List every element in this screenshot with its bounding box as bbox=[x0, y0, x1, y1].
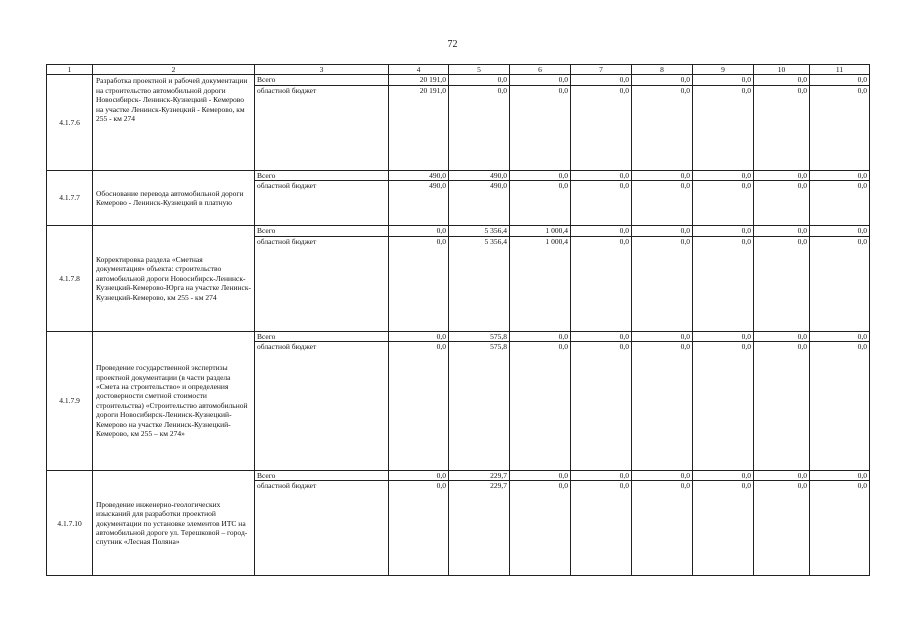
amount-cell: 0,0 bbox=[754, 331, 810, 341]
amount-cell: 0,0 bbox=[754, 75, 810, 85]
amount-cell: 0,0 bbox=[632, 75, 693, 85]
amount-cell: 5 356,4 bbox=[449, 226, 510, 236]
header-cell: 2 bbox=[93, 65, 255, 75]
amount-cell: 0,0 bbox=[571, 481, 632, 576]
amount-cell: 0,0 bbox=[693, 331, 754, 341]
amount-cell: 0,0 bbox=[810, 181, 870, 226]
amount-cell: 0,0 bbox=[693, 236, 754, 331]
amount-cell: 0,0 bbox=[389, 481, 449, 576]
table-row bbox=[47, 226, 870, 236]
amount-cell: 0,0 bbox=[571, 181, 632, 226]
amount-cell: 1 000,4 bbox=[510, 226, 571, 236]
amount-cell: 0,0 bbox=[449, 75, 510, 85]
item-name: Разработка проектной и рабочей документации на строительство автомобильной дороги Новосибирск- Ленинск-Кузнецкий - Кемерово на участке Ленинск-Кузнецкий - Кемерово, км 255 - км 274 bbox=[93, 75, 255, 170]
table-row bbox=[47, 331, 870, 341]
amount-cell: 0,0 bbox=[389, 342, 449, 471]
amount-cell: 0,0 bbox=[389, 236, 449, 331]
amount-cell: 0,0 bbox=[693, 85, 754, 170]
amount-cell: 0,0 bbox=[693, 226, 754, 236]
funding-source: Всего bbox=[255, 170, 389, 180]
header-cell: 4 bbox=[389, 65, 449, 75]
amount-cell: 0,0 bbox=[510, 481, 571, 576]
amount-cell: 0,0 bbox=[754, 170, 810, 180]
amount-cell: 0,0 bbox=[810, 236, 870, 331]
funding-source: Всего bbox=[255, 226, 389, 236]
amount-cell: 575,8 bbox=[449, 331, 510, 341]
amount-cell: 0,0 bbox=[693, 181, 754, 226]
amount-cell: 0,0 bbox=[810, 75, 870, 85]
amount-cell: 0,0 bbox=[510, 170, 571, 180]
amount-cell: 0,0 bbox=[810, 226, 870, 236]
amount-cell: 0,0 bbox=[632, 342, 693, 471]
amount-cell: 0,0 bbox=[810, 85, 870, 170]
amount-cell: 0,0 bbox=[693, 75, 754, 85]
amount-cell: 0,0 bbox=[693, 471, 754, 481]
amount-cell: 0,0 bbox=[810, 331, 870, 341]
amount-cell: 0,0 bbox=[754, 471, 810, 481]
funding-source: Всего bbox=[255, 75, 389, 85]
amount-cell: 0,0 bbox=[571, 471, 632, 481]
budget-table bbox=[46, 64, 870, 576]
amount-cell: 0,0 bbox=[632, 226, 693, 236]
item-name: Корректировка раздела «Сметная документация» объекта: строительство автомобильной дороги Новосибирск-Ленинск-Кузнецкий-Кемерово-Юрга на участке Ленинск-Кузнецкий-Кемерово, км 255 - км 274 bbox=[93, 226, 255, 331]
amount-cell: 0,0 bbox=[754, 181, 810, 226]
amount-cell: 0,0 bbox=[754, 226, 810, 236]
header-cell: 11 bbox=[810, 65, 870, 75]
amount-cell: 0,0 bbox=[810, 170, 870, 180]
item-code: 4.1.7.8 bbox=[47, 226, 93, 331]
amount-cell: 0,0 bbox=[632, 331, 693, 341]
amount-cell: 0,0 bbox=[754, 236, 810, 331]
amount-cell: 0,0 bbox=[632, 236, 693, 331]
item-name: Проведение государственной экспертизы проектной документации (в части раздела «Смета на строительство» и определения достоверности сметной стоимости строительства) «Строительство автомобильной дороги Новосибирск-Ленинск-Кузнецкий-Кемерово на участке Ленинск-Кузнецкий-Кемерово, км 255 – км 274» bbox=[93, 331, 255, 470]
amount-cell: 0,0 bbox=[510, 342, 571, 471]
amount-cell: 229,7 bbox=[449, 471, 510, 481]
header-cell: 5 bbox=[449, 65, 510, 75]
item-code: 4.1.7.10 bbox=[47, 471, 93, 576]
amount-cell: 0,0 bbox=[571, 75, 632, 85]
amount-cell: 0,0 bbox=[632, 85, 693, 170]
amount-cell: 0,0 bbox=[571, 226, 632, 236]
amount-cell: 0,0 bbox=[632, 481, 693, 576]
amount-cell: 0,0 bbox=[693, 342, 754, 471]
header-cell: 10 bbox=[754, 65, 810, 75]
amount-cell: 575,8 bbox=[449, 342, 510, 471]
amount-cell: 0,0 bbox=[754, 85, 810, 170]
funding-source: Всего bbox=[255, 331, 389, 341]
amount-cell: 0,0 bbox=[389, 226, 449, 236]
amount-cell: 0,0 bbox=[632, 170, 693, 180]
amount-cell: 0,0 bbox=[510, 331, 571, 341]
funding-source: областной бюджет bbox=[255, 481, 389, 576]
amount-cell: 1 000,4 bbox=[510, 236, 571, 331]
amount-cell: 490,0 bbox=[449, 181, 510, 226]
funding-source: областной бюджет bbox=[255, 85, 389, 170]
amount-cell: 0,0 bbox=[510, 181, 571, 226]
header-cell: 9 bbox=[693, 65, 754, 75]
header-cell: 7 bbox=[571, 65, 632, 75]
amount-cell: 0,0 bbox=[389, 331, 449, 341]
amount-cell: 0,0 bbox=[632, 471, 693, 481]
amount-cell: 0,0 bbox=[754, 481, 810, 576]
page-number: 72 bbox=[447, 39, 458, 50]
funding-source: областной бюджет bbox=[255, 236, 389, 331]
amount-cell: 0,0 bbox=[571, 85, 632, 170]
header-cell: 8 bbox=[632, 65, 693, 75]
amount-cell: 229,7 bbox=[449, 481, 510, 576]
amount-cell: 5 356,4 bbox=[449, 236, 510, 331]
table-row bbox=[47, 75, 870, 85]
amount-cell: 0,0 bbox=[571, 170, 632, 180]
amount-cell: 0,0 bbox=[449, 85, 510, 170]
amount-cell: 0,0 bbox=[510, 75, 571, 85]
amount-cell: 0,0 bbox=[571, 342, 632, 471]
amount-cell: 490,0 bbox=[389, 170, 449, 180]
amount-cell: 490,0 bbox=[449, 170, 510, 180]
amount-cell: 0,0 bbox=[810, 342, 870, 471]
table-row bbox=[47, 471, 870, 481]
amount-cell: 0,0 bbox=[810, 481, 870, 576]
header-row bbox=[47, 65, 870, 75]
funding-source: Всего bbox=[255, 471, 389, 481]
amount-cell: 20 191,0 bbox=[389, 75, 449, 85]
item-code: 4.1.7.7 bbox=[47, 170, 93, 225]
header-cell: 6 bbox=[510, 65, 571, 75]
header-cell: 1 bbox=[47, 65, 93, 75]
amount-cell: 0,0 bbox=[632, 181, 693, 226]
amount-cell: 490,0 bbox=[389, 181, 449, 226]
item-code: 4.1.7.6 bbox=[47, 75, 93, 170]
amount-cell: 0,0 bbox=[389, 471, 449, 481]
amount-cell: 0,0 bbox=[571, 236, 632, 331]
amount-cell: 20 191,0 bbox=[389, 85, 449, 170]
item-name: Обоснование перевода автомобильной дороги Кемерово - Ленинск-Кузнецкий в платную bbox=[93, 170, 255, 225]
amount-cell: 0,0 bbox=[693, 481, 754, 576]
item-code: 4.1.7.9 bbox=[47, 331, 93, 470]
amount-cell: 0,0 bbox=[510, 471, 571, 481]
table-row bbox=[47, 170, 870, 180]
funding-source: областной бюджет bbox=[255, 342, 389, 471]
item-name: Проведение инженерно-геологических изысканий для разработки проектной документации по установке элементов ИТС на автомобильной дороге ул. Терешковой – город-спутник «Лесная Поляна» bbox=[93, 471, 255, 576]
funding-source: областной бюджет bbox=[255, 181, 389, 226]
header-cell: 3 bbox=[255, 65, 389, 75]
amount-cell: 0,0 bbox=[693, 170, 754, 180]
amount-cell: 0,0 bbox=[510, 85, 571, 170]
amount-cell: 0,0 bbox=[754, 342, 810, 471]
amount-cell: 0,0 bbox=[810, 471, 870, 481]
amount-cell: 0,0 bbox=[571, 331, 632, 341]
